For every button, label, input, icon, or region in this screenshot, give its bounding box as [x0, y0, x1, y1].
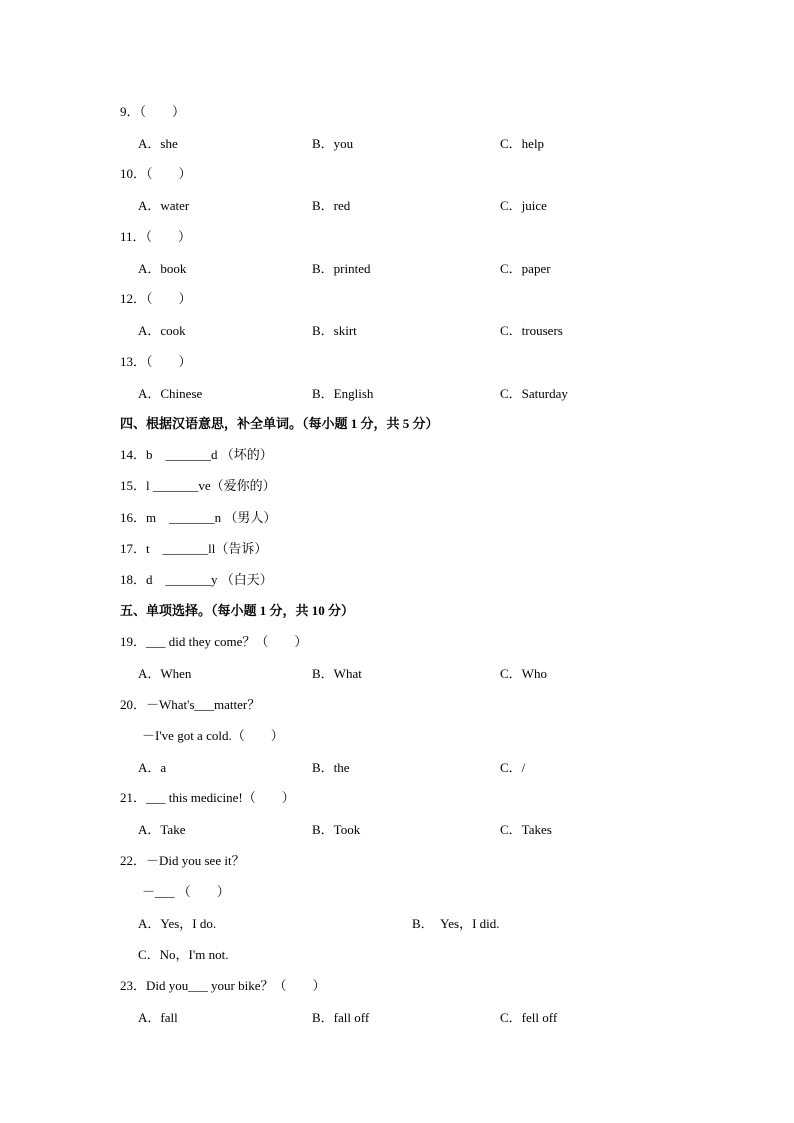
- question-9-option-b: B．you: [312, 136, 354, 151]
- question-22-option-a: A．Yes，I do.: [138, 916, 217, 931]
- question-19-option-c: C．Who: [500, 666, 547, 681]
- question-23-option-c: C．fell off: [500, 1010, 558, 1025]
- question-21-option-a: A．Take: [138, 822, 186, 837]
- question-20-stem: 20．－What's___matter？: [120, 697, 261, 712]
- question-12-stem: 12．（ ）: [120, 291, 192, 306]
- question-10-stem: 10．（ ）: [120, 166, 192, 181]
- question-13-stem: 13．（ ）: [120, 354, 192, 369]
- question-22-reply: －___ （ ）: [142, 884, 230, 899]
- question-11-option-a: A．book: [138, 261, 187, 276]
- question-12-option-a: A．cook: [138, 323, 186, 338]
- fill-item-15: 15．l _______ve（爱你的）: [120, 478, 276, 493]
- question-20-option-c: C．/: [500, 760, 526, 775]
- fill-item-18: 18．d _______y （白天）: [120, 572, 273, 587]
- question-10-option-b: B．red: [312, 198, 351, 213]
- fill-item-14: 14．b _______d （坏的）: [120, 447, 273, 462]
- section-4-heading: 四、根据汉语意思，补全单词。（每小题 1 分，共 5 分）: [120, 416, 439, 431]
- question-20-option-b: B．the: [312, 760, 350, 775]
- question-11-option-b: B．printed: [312, 261, 371, 276]
- section-5-heading: 五、单项选择。（每小题 1 分，共 10 分）: [120, 603, 355, 618]
- question-22-stem: 22．－Did you see it？: [120, 853, 245, 868]
- question-19-option-a: A．When: [138, 666, 192, 681]
- question-21-stem: 21．___ this medicine!（ ）: [120, 790, 295, 805]
- question-11-stem: 11．（ ）: [120, 229, 192, 244]
- question-21-option-c: C．Takes: [500, 822, 552, 837]
- question-12-option-b: B．skirt: [312, 323, 357, 338]
- question-20-reply: －I've got a cold.（ ）: [142, 728, 284, 743]
- question-9-option-a: A．she: [138, 136, 178, 151]
- question-19-option-b: B．What: [312, 666, 362, 681]
- question-13-option-b: B．English: [312, 386, 374, 401]
- question-10-option-c: C．juice: [500, 198, 547, 213]
- question-20-option-a: A．a: [138, 760, 167, 775]
- fill-item-16: 16．m _______n （男人）: [120, 510, 277, 525]
- question-22-option-b: B． Yes，I did.: [412, 916, 500, 931]
- question-13-option-c: C．Saturday: [500, 386, 568, 401]
- question-9-stem: 9．（ ）: [120, 104, 186, 119]
- question-10-option-a: A．water: [138, 198, 190, 213]
- question-11-option-c: C．paper: [500, 261, 551, 276]
- question-19-stem: 19．___ did they come？（ ）: [120, 634, 308, 649]
- question-22-option-c: C．No，I'm not.: [138, 947, 229, 962]
- question-23-option-b: B．fall off: [312, 1010, 370, 1025]
- question-9-option-c: C．help: [500, 136, 545, 151]
- question-13-option-a: A．Chinese: [138, 386, 203, 401]
- fill-item-17: 17．t _______ll（告诉）: [120, 541, 268, 556]
- question-21-option-b: B．Took: [312, 822, 361, 837]
- question-12-option-c: C．trousers: [500, 323, 563, 338]
- question-23-option-a: A．fall: [138, 1010, 178, 1025]
- question-23-stem: 23．Did you___ your bike？（ ）: [120, 978, 326, 993]
